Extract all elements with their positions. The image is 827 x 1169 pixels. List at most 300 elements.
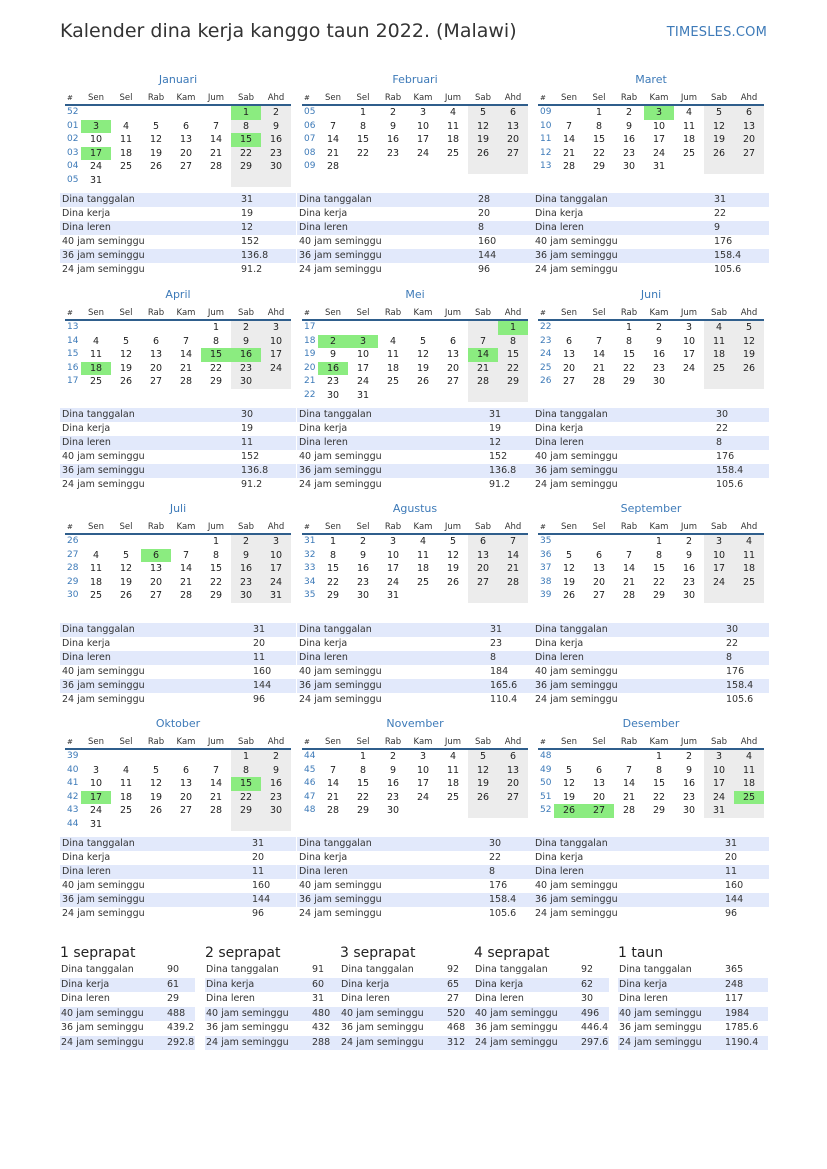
day-cell: 6: [595, 764, 603, 776]
day-cell: [141, 106, 171, 120]
day-cell: 1: [595, 107, 603, 118]
day-cell: 19: [704, 133, 734, 147]
day-cell: 10: [704, 549, 734, 563]
stats-value: 8: [716, 437, 723, 448]
month-stats: [297, 623, 533, 707]
weekday-label: Sel: [356, 308, 370, 318]
week-number: 44: [67, 818, 79, 829]
month-name: April: [165, 288, 191, 301]
stats-row: [297, 235, 533, 249]
weekday-label: Jum: [444, 737, 462, 747]
day-cell: 29: [592, 161, 606, 172]
holiday-cell: 16: [318, 362, 348, 376]
day-cell: [111, 321, 141, 335]
week-number-header: #: [67, 94, 73, 102]
day-cell: 17: [416, 134, 430, 145]
weekday-label: Rab: [384, 522, 402, 532]
day-cell: 19: [734, 348, 764, 362]
day-cell: 13: [734, 120, 764, 134]
summary-value: 488: [167, 1007, 186, 1019]
stats-label: 24 jam seminggu: [299, 908, 382, 919]
stats-value: 11: [241, 437, 254, 448]
day-cell: 29: [209, 376, 223, 387]
summary-value: 29: [167, 993, 180, 1004]
summary-label: 36 jam seminggu: [206, 1022, 289, 1033]
day-cell: 14: [209, 134, 223, 145]
day-cell: 13: [498, 764, 528, 778]
week-row: [538, 562, 764, 576]
day-cell: [438, 321, 468, 335]
weekday-label: Ahd: [504, 93, 522, 103]
day-cell: 22: [652, 791, 666, 803]
day-cell: 26: [704, 147, 734, 161]
stats-row: [297, 637, 533, 651]
day-cell: 26: [119, 376, 133, 387]
day-cell: 2: [261, 106, 291, 120]
week-row: [538, 576, 764, 590]
day-cell: 12: [562, 778, 576, 789]
weekday-label: Jum: [207, 93, 225, 103]
week-number: 31: [304, 536, 316, 546]
day-cell: 12: [416, 349, 430, 360]
stats-value: 11: [252, 866, 265, 877]
stats-row: [60, 464, 296, 478]
day-cell: [141, 321, 171, 335]
day-cell: 21: [209, 147, 223, 159]
day-cell: 2: [261, 750, 291, 764]
day-cell: 19: [119, 576, 133, 588]
stats-row: [533, 907, 769, 921]
summary-label: 24 jam seminggu: [61, 1036, 144, 1048]
week-number: 22: [540, 322, 552, 332]
day-cell: 26: [562, 590, 576, 601]
stats-label: 36 jam seminggu: [535, 680, 618, 691]
week-row: [302, 777, 528, 791]
day-cell: 21: [326, 147, 340, 159]
summary-label: Dina tanggalan: [341, 964, 414, 975]
weekday-label: Kam: [649, 93, 669, 103]
day-cell: 12: [734, 335, 764, 349]
day-cell: [468, 321, 498, 335]
week-row: [65, 535, 291, 549]
day-cell: 11: [734, 764, 764, 778]
day-cell: 13: [592, 778, 606, 789]
day-cell: 30: [231, 589, 261, 603]
month-stats: [297, 837, 533, 921]
weekday-label: Sab: [711, 522, 727, 532]
week-row: [65, 120, 291, 134]
weekday-label: Sel: [592, 737, 606, 747]
weekday-header: [65, 91, 291, 106]
summary-row: [60, 992, 195, 1007]
day-cell: [554, 535, 584, 549]
summary-value: 31: [312, 993, 325, 1004]
stats-label: Dina tanggalan: [299, 624, 372, 635]
stats-label: 24 jam seminggu: [62, 479, 145, 490]
day-cell: 15: [356, 134, 370, 145]
stats-value: 12: [489, 437, 502, 448]
weekday-label: Sen: [560, 522, 577, 532]
day-cell: 5: [468, 750, 498, 764]
month-januari: [65, 72, 291, 187]
summary-label: Dina leren: [619, 993, 668, 1004]
day-cell: [141, 535, 171, 549]
day-cell: 1: [625, 322, 633, 333]
day-cell: 29: [356, 805, 370, 816]
stats-value: 31: [253, 624, 266, 635]
day-cell: 7: [498, 535, 528, 549]
weekday-label: Sen: [87, 308, 104, 318]
day-cell: 19: [119, 362, 133, 374]
day-cell: 29: [498, 375, 528, 389]
day-cell: 26: [446, 576, 460, 588]
day-cell: 17: [356, 362, 370, 374]
week-number: 13: [67, 322, 79, 332]
holiday-cell: 3: [348, 335, 378, 349]
weekday-label: Ahd: [504, 308, 522, 318]
day-cell: 10: [261, 549, 291, 563]
day-cell: 13: [179, 134, 193, 145]
day-cell: 8: [655, 764, 663, 776]
week-number: 32: [304, 549, 316, 560]
day-cell: [378, 389, 408, 403]
day-cell: 15: [622, 349, 636, 360]
stats-row: [533, 221, 769, 235]
day-cell: 12: [119, 563, 133, 574]
day-cell: 1: [329, 536, 337, 547]
day-cell: 31: [261, 589, 291, 603]
day-cell: 20: [592, 576, 606, 588]
stats-value: 31: [241, 194, 254, 205]
summary-value: 61: [167, 978, 180, 990]
weekday-label: Kam: [413, 308, 433, 318]
day-cell: 30: [261, 804, 291, 818]
day-cell: 17: [261, 348, 291, 362]
day-cell: [438, 160, 468, 174]
week-row: [65, 549, 291, 563]
summary-row: [340, 992, 475, 1007]
day-cell: [201, 174, 231, 188]
weekday-label: Sel: [592, 93, 606, 103]
stats-label: 40 jam seminggu: [299, 880, 382, 891]
day-cell: 27: [562, 376, 576, 387]
weekday-header: [65, 520, 291, 535]
stats-value: 20: [478, 208, 491, 219]
stats-row: [297, 623, 533, 637]
stats-value: 110.4: [490, 694, 518, 705]
day-cell: 28: [209, 161, 223, 172]
summary-label: 40 jam seminggu: [341, 1007, 424, 1019]
summary-value: 117: [725, 993, 744, 1004]
weekday-label: Sab: [238, 93, 254, 103]
week-row: [65, 576, 291, 590]
day-cell: 17: [704, 562, 734, 576]
month-stats: [60, 408, 296, 492]
day-cell: 20: [468, 562, 498, 576]
stats-label: 24 jam seminggu: [62, 264, 145, 275]
stats-label: 40 jam seminggu: [535, 236, 618, 247]
stats-row: [60, 851, 296, 865]
day-cell: 18: [734, 562, 764, 576]
weekday-header: [538, 91, 764, 106]
month-desember: [538, 716, 764, 818]
brand-link[interactable]: TIMESLES.COM: [666, 25, 767, 40]
day-cell: 28: [179, 376, 193, 387]
week-number: 33: [304, 563, 316, 573]
week-number: 07: [304, 134, 316, 144]
stats-value: 30: [241, 409, 254, 420]
day-cell: 23: [386, 147, 400, 159]
day-cell: 7: [625, 764, 633, 776]
summary-label: Dina tanggalan: [619, 964, 692, 975]
month-februari: [302, 72, 528, 174]
week-row: [538, 335, 764, 349]
week-number: 02: [67, 134, 79, 144]
stats-value: 144: [478, 250, 497, 261]
day-cell: [378, 160, 408, 174]
weekday-label: Sen: [324, 308, 341, 318]
weekday-label: Rab: [147, 522, 165, 532]
month-stats: [60, 193, 296, 277]
weekday-header: [538, 735, 764, 750]
day-cell: [261, 375, 291, 389]
stats-label: Dina leren: [62, 866, 111, 877]
day-cell: 19: [446, 563, 460, 574]
day-cell: 18: [119, 791, 133, 803]
day-cell: 11: [119, 134, 133, 145]
day-cell: [554, 750, 584, 764]
day-cell: 6: [449, 335, 457, 347]
stats-value: 158.4: [716, 465, 744, 476]
day-cell: 27: [468, 576, 498, 590]
day-cell: 31: [386, 590, 400, 601]
summary-row: [618, 1036, 768, 1051]
stats-row: [297, 478, 533, 492]
summary-value: 468: [447, 1022, 466, 1033]
stats-row: [60, 249, 296, 263]
day-cell: [111, 174, 141, 188]
stats-label: 40 jam seminggu: [535, 880, 618, 891]
week-row: [302, 535, 528, 549]
stats-row: [533, 665, 769, 679]
day-cell: 10: [652, 120, 666, 132]
holiday-cell: 14: [468, 348, 498, 362]
weekday-label: Kam: [176, 93, 196, 103]
week-row: [538, 321, 764, 335]
day-cell: 9: [655, 335, 663, 347]
summary-value: 92: [581, 964, 594, 975]
week-row: [538, 133, 764, 147]
day-cell: 1: [212, 322, 220, 333]
month-stats: [533, 408, 769, 492]
summary-row: [205, 963, 340, 978]
week-number: 30: [67, 590, 79, 600]
day-cell: 28: [209, 805, 223, 816]
day-cell: 13: [149, 349, 163, 360]
week-row: [65, 589, 291, 603]
weekday-label: Sen: [560, 93, 577, 103]
day-cell: 28: [498, 576, 528, 590]
day-cell: 2: [359, 536, 367, 547]
stats-value: 20: [253, 638, 266, 649]
day-cell: 5: [468, 106, 498, 120]
stats-value: 91.2: [241, 264, 263, 275]
month-name: Oktober: [155, 717, 201, 730]
week-number: 48: [304, 805, 316, 815]
summary-row: [474, 1036, 609, 1051]
stats-row: [297, 408, 533, 422]
stats-label: Dina tanggalan: [299, 194, 372, 205]
weekday-label: Jum: [680, 522, 698, 532]
week-number: 39: [67, 751, 79, 761]
weekday-label: Jum: [444, 93, 462, 103]
day-cell: 17: [652, 134, 666, 145]
summary-row: [618, 1021, 768, 1036]
summary-title: 1 seprapat: [60, 945, 136, 961]
summary-rows: [474, 963, 609, 1050]
month-stats: [297, 193, 533, 277]
stats-row: [533, 879, 769, 893]
day-cell: 21: [468, 362, 498, 376]
day-cell: [201, 106, 231, 120]
week-number: 34: [304, 576, 316, 587]
stats-label: 40 jam seminggu: [62, 666, 145, 677]
day-cell: 19: [416, 362, 430, 374]
stats-row: [60, 837, 296, 851]
day-cell: 10: [261, 335, 291, 349]
day-cell: 3: [389, 536, 397, 547]
stats-row: [297, 249, 533, 263]
day-cell: 24: [416, 147, 430, 159]
day-cell: [408, 160, 438, 174]
holiday-cell: 15: [231, 133, 261, 147]
stats-value: 165.6: [490, 680, 518, 691]
weekday-label: Sen: [560, 737, 577, 747]
day-cell: 13: [498, 120, 528, 134]
week-number-header: #: [304, 309, 310, 317]
stats-value: 158.4: [726, 680, 754, 691]
day-cell: 20: [734, 133, 764, 147]
day-cell: 25: [386, 376, 400, 387]
holiday-cell: 16: [231, 348, 261, 362]
weekday-label: Rab: [384, 737, 402, 747]
day-cell: 8: [498, 335, 528, 349]
stats-value: 9: [714, 222, 721, 233]
day-cell: [171, 106, 201, 120]
stats-row: [60, 879, 296, 893]
stats-row: [533, 422, 769, 436]
day-cell: 9: [685, 764, 693, 776]
day-cell: [498, 160, 528, 174]
stats-label: Dina leren: [62, 437, 111, 448]
day-cell: [554, 321, 584, 335]
stats-value: 152: [241, 451, 260, 462]
stats-label: Dina kerja: [535, 852, 584, 863]
stats-value: 158.4: [714, 250, 742, 261]
day-cell: [734, 589, 764, 603]
day-cell: 18: [446, 778, 460, 789]
weekday-label: Jum: [680, 93, 698, 103]
day-cell: 22: [498, 362, 528, 376]
day-cell: [734, 375, 764, 389]
week-number: 26: [540, 376, 552, 386]
week-row: [65, 160, 291, 174]
stats-value: 20: [252, 852, 265, 863]
weekday-label: Rab: [147, 308, 165, 318]
day-cell: [468, 389, 498, 403]
stats-row: [60, 651, 296, 665]
day-cell: 11: [682, 120, 696, 132]
weekday-label: Sab: [475, 737, 491, 747]
day-cell: 25: [89, 590, 103, 601]
day-cell: 5: [122, 549, 130, 561]
day-cell: 29: [231, 160, 261, 174]
day-cell: 4: [449, 751, 457, 762]
day-cell: [438, 589, 468, 603]
week-row: [65, 147, 291, 161]
stats-label: Dina kerja: [62, 208, 111, 219]
day-cell: 11: [386, 349, 400, 360]
weekday-label: Sen: [324, 522, 341, 532]
day-cell: 7: [329, 764, 337, 776]
day-cell: 21: [622, 576, 636, 588]
day-cell: [81, 321, 111, 335]
week-number: 50: [540, 778, 552, 788]
summary-value: 27: [447, 993, 460, 1004]
stats-value: 96: [252, 908, 265, 919]
day-cell: 16: [231, 562, 261, 576]
weekday-label: Sel: [119, 93, 133, 103]
week-number-header: #: [540, 94, 546, 102]
day-cell: 16: [386, 134, 400, 145]
day-cell: 10: [356, 349, 370, 360]
day-cell: [141, 750, 171, 764]
stats-value: 30: [716, 409, 729, 420]
day-cell: 5: [152, 120, 160, 132]
day-cell: 5: [565, 549, 573, 561]
stats-row: [533, 623, 769, 637]
day-cell: 5: [734, 321, 764, 335]
stats-row: [60, 450, 296, 464]
day-cell: 1: [231, 750, 261, 764]
day-cell: 26: [119, 590, 133, 601]
day-cell: 4: [449, 107, 457, 118]
stats-label: Dina leren: [299, 652, 348, 663]
day-cell: 26: [149, 161, 163, 172]
day-cell: 22: [356, 147, 370, 159]
stats-row: [533, 207, 769, 221]
day-cell: 27: [446, 376, 460, 387]
day-cell: 22: [356, 791, 370, 803]
day-cell: 24: [386, 576, 400, 588]
summary-rows: [340, 963, 475, 1050]
weekday-label: Sel: [356, 93, 370, 103]
day-cell: [231, 818, 261, 832]
day-cell: 21: [326, 791, 340, 803]
day-cell: 8: [231, 764, 261, 778]
stats-row: [297, 450, 533, 464]
month-april: [65, 287, 291, 389]
week-number: 14: [67, 335, 79, 346]
day-cell: 5: [565, 764, 573, 776]
stats-row: [60, 408, 296, 422]
day-cell: 22: [326, 576, 340, 588]
summary-label: Dina kerja: [206, 978, 255, 990]
day-cell: 1: [655, 536, 663, 547]
day-cell: [111, 818, 141, 832]
day-cell: 5: [449, 536, 457, 547]
day-cell: 3: [704, 750, 734, 764]
